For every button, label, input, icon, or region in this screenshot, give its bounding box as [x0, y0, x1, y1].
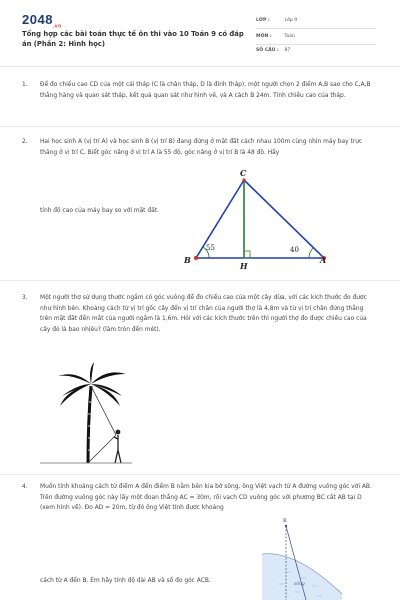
question-divider	[0, 280, 400, 281]
header-divider	[0, 66, 400, 67]
point-b	[285, 525, 287, 527]
angle-a-label: 40	[290, 246, 299, 254]
label-b: B	[184, 255, 191, 265]
meta-grade-value: Lớp 9	[284, 18, 298, 23]
question-text: Muốn tính khoảng cách từ điểm A đến điểm B nằm bên kia bờ sông, ông Việt vạch từ A đường vuông góc với AB. Trên đường vuông góc này lấy một đoạn thẳng AC = 30m, rồi vạch CD vuông góc với phương BC cắt AB tại D (xem hình vẽ). Đo AD = 20m, từ đó ông Việt tính được khoảng	[40, 484, 372, 511]
question-text: Hai học sinh A (vị trí A) và học sinh B (vị trí B) đang đứng ở mặt đất cách nhau 100m cùng nhìn máy bay trực thăng ở vị trí C. Biết góc nâng ở vị trí A là 55 độ, góc nâng ở vị trí B là 48 độ. Hãy	[40, 139, 363, 156]
question-2	[22, 137, 377, 158]
logo-text: 2048	[22, 12, 53, 27]
label-h: H	[240, 261, 248, 271]
meta-grade-label: LỚP :	[256, 18, 270, 23]
question-divider	[0, 126, 400, 127]
coconut-tree-figure	[36, 362, 136, 466]
question-text: Một người thợ sử dụng thước ngắm có góc vuông để đo chiều cao của một cây dừa, với các kích thước đo được như hình bên. Khoảng cách từ vị trí gốc cây đến vị trí chân của người thợ là 4,8m và từ vị trí chân đứng thẳng trên mặt đất đến mắt của người ngắm là 1,6m. Hỏi với các kích thước trên thì người thợ đo được chiều cao của cây đó là bao nhiêu? (làm tròn đến mét).	[40, 295, 367, 333]
meta-divider	[256, 44, 376, 45]
question-4	[22, 482, 377, 514]
logo-suffix: .vn	[52, 23, 62, 30]
side-bc	[196, 180, 244, 258]
worker-head	[116, 430, 121, 435]
side-ac	[244, 180, 324, 258]
label-river: sông	[294, 582, 305, 587]
river-figure	[256, 514, 348, 600]
sight-line-bottom	[88, 435, 116, 463]
question-divider	[0, 474, 400, 475]
angle-b-label: 55	[206, 244, 215, 252]
worker-body	[114, 435, 121, 463]
palm-frond	[58, 374, 91, 384]
meta-subject	[256, 34, 295, 39]
meta-count-label: SỐ CÂU :	[256, 48, 279, 53]
question-1	[22, 80, 377, 101]
question-number: 4.	[22, 484, 28, 490]
river-water	[262, 554, 342, 600]
vertex-c-dot	[242, 178, 245, 181]
site-logo[interactable]	[22, 12, 62, 30]
right-angle-mark	[244, 251, 250, 258]
question-text-continued: cách từ A đến B. Em hãy tính độ dài AB và số đo góc ACB.	[40, 578, 211, 584]
triangle-figure	[178, 164, 338, 274]
question-text-continued: tính độ cao của máy bay so với mặt đất.	[40, 208, 159, 214]
meta-count-value: 87	[284, 48, 291, 53]
question-3	[22, 293, 377, 335]
label-c: C	[240, 168, 247, 178]
question-number: 3.	[22, 295, 28, 301]
meta-subject-label: MÔN :	[256, 34, 272, 39]
meta-subject-value: Toán	[284, 34, 296, 39]
meta-grade	[256, 18, 297, 23]
label-a: A	[320, 255, 327, 265]
vertex-b-dot	[194, 256, 198, 260]
question-text: Để đo chiều cao CD của một cái tháp (C là chân tháp, D là đỉnh tháp), một người chọn 2 điểm A,B sao cho C,A,B thẳng hàng và quan sát tháp, kết quả quan sát như hình vẽ, và A cách B 24m. Tính chiều cao của tháp.	[40, 82, 371, 99]
sight-line-top	[91, 386, 116, 435]
meta-count	[256, 48, 290, 53]
angle-a-arc	[309, 248, 313, 258]
question-number: 2.	[22, 139, 28, 145]
palm-frond	[91, 372, 126, 384]
label-point-b: B	[283, 518, 287, 524]
document-header	[0, 0, 400, 66]
palm-frond	[90, 362, 94, 384]
meta-divider	[256, 28, 376, 29]
document-title: Tổng hợp các bài toán thực tế ôn thi vào 10 Toán 9 có đáp án (Phần 2: Hình học)	[22, 30, 244, 48]
palm-trunk	[88, 386, 91, 463]
palm-frond	[60, 384, 91, 406]
question-number: 1.	[22, 82, 28, 88]
